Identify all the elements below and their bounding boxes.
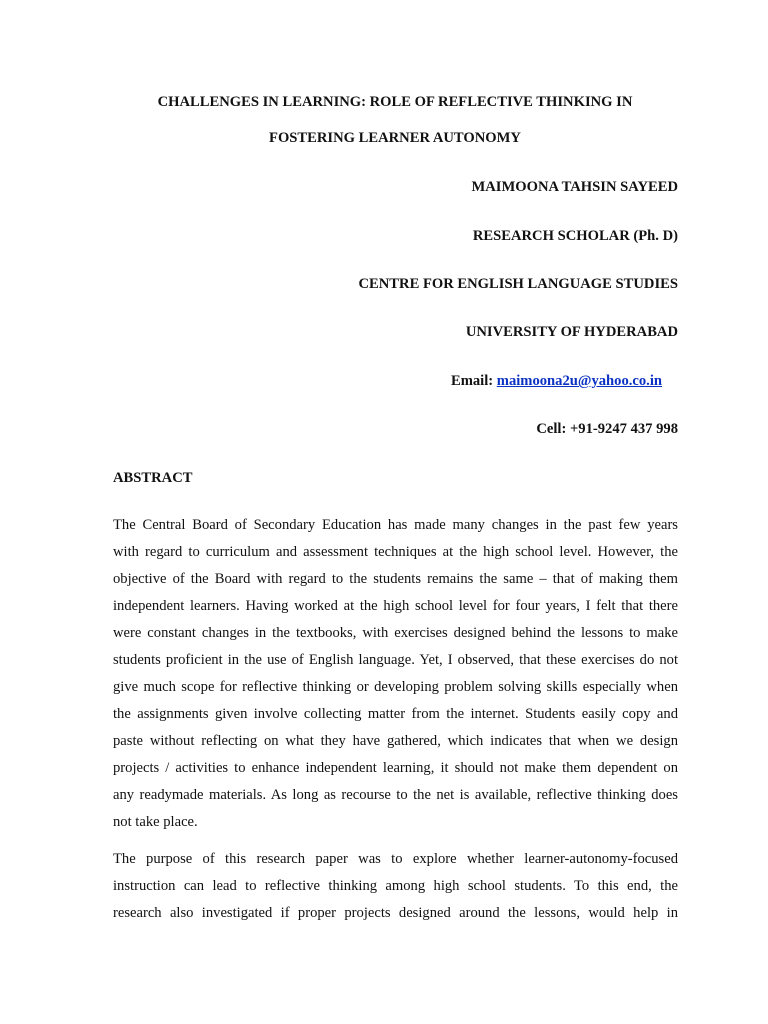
paragraph-line: The purpose of this research paper was to explore whether learner-autonomy-focused <box>113 851 678 867</box>
paragraph-line: not take place. <box>113 814 198 830</box>
abstract-heading: ABSTRACT <box>113 470 193 486</box>
paper-title-line-2: FOSTERING LEARNER AUTONOMY <box>269 130 521 146</box>
abstract-paragraph-2 <box>113 846 678 927</box>
paragraph-line: The Central Board of Secondary Education has made many changes in the past few years <box>113 517 678 533</box>
author-name: MAIMOONA TAHSIN SAYEED <box>471 179 678 195</box>
paragraph-line: give much scope for reflective thinking or developing problem solving skills especially when <box>113 679 678 695</box>
author-email-line <box>451 371 662 391</box>
paragraph-line: instruction can lead to reflective thinking among high school students. To this end, the <box>113 878 678 894</box>
paragraph-line: students proficient in the use of English language. Yet, I observed, that these exercises do not <box>113 652 678 668</box>
author-cell: Cell: +91-9247 437 998 <box>536 421 678 437</box>
abstract-paragraph-1 <box>113 512 678 836</box>
author-university: UNIVERSITY OF HYDERABAD <box>465 324 678 340</box>
author-designation: RESEARCH SCHOLAR (Ph. D) <box>472 228 678 244</box>
paragraph-line: with regard to curriculum and assessment techniques at the high school level. However, the <box>113 544 678 560</box>
paragraph-line: paste without reflecting on what they have gathered, which indicates that when we design <box>113 733 678 749</box>
author-department: CENTRE FOR ENGLISH LANGUAGE STUDIES <box>358 276 678 292</box>
paper-title-line-1: CHALLENGES IN LEARNING: ROLE OF REFLECTIVE THINKING IN <box>157 94 633 110</box>
paragraph-line: independent learners. Having worked at the high school level for four years, I felt that there <box>113 598 678 614</box>
paragraph-line: research also investigated if proper projects designed around the lessons, would help in <box>113 905 678 921</box>
email-label: Email: <box>450 373 497 389</box>
paragraph-line: objective of the Board with regard to the students remains the same – that of making them <box>113 571 678 587</box>
paragraph-line: projects / activities to enhance independent learning, it should not make them dependent on <box>113 760 678 776</box>
paragraph-line: were constant changes in the textbooks, with exercises designed behind the lessons to make <box>113 625 678 641</box>
paragraph-line: the assignments given involve collecting matter from the internet. Students easily copy and <box>113 706 678 722</box>
email-link[interactable]: maimoona2u@yahoo.co.in <box>496 373 662 389</box>
paragraph-line: any readymade materials. As long as recourse to the net is available, reflective thinking does <box>113 787 678 803</box>
